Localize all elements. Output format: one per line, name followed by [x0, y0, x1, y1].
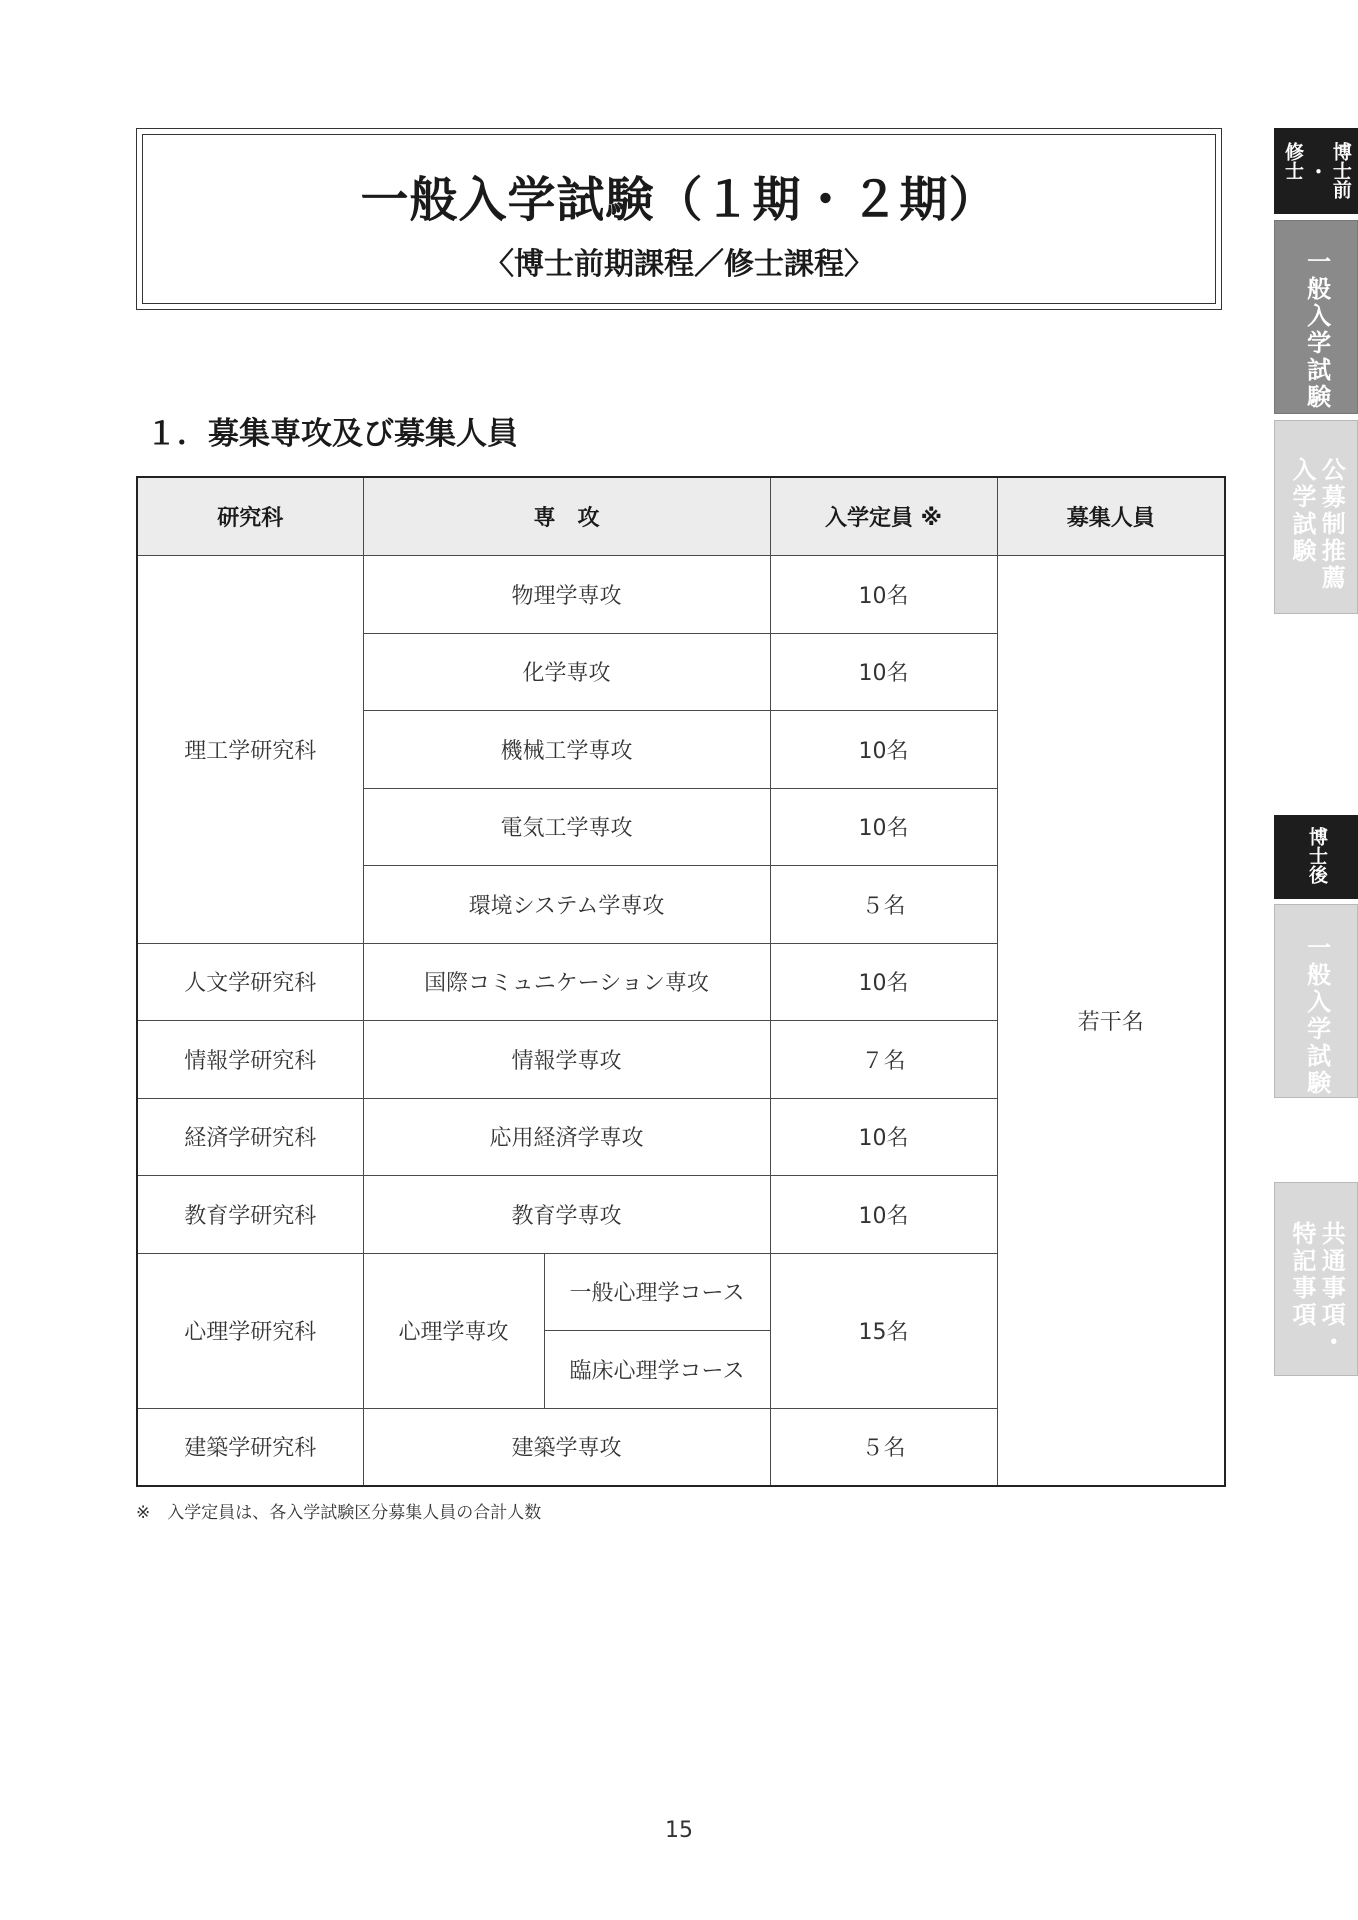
section-heading: １．募集専攻及び募集人員	[146, 416, 518, 452]
capacity-cell: 10名	[770, 556, 997, 634]
capacity-cell: 15名	[770, 1253, 997, 1408]
major-cell: 教育学専攻	[363, 1176, 770, 1254]
side-tab-label: 入学試験	[1288, 457, 1316, 565]
major-cell: 情報学専攻	[363, 1021, 770, 1099]
table-row	[137, 556, 1225, 634]
side-tab-recommendation-exam[interactable]	[1274, 420, 1358, 614]
major-cell: 電気工学専攻	[363, 788, 770, 866]
school-cell: 教育学研究科	[137, 1176, 363, 1254]
table-header-row	[137, 477, 1225, 556]
major-cell: 建築学専攻	[363, 1408, 770, 1486]
side-tab-common-notes[interactable]	[1274, 1182, 1358, 1376]
title-box	[136, 128, 1222, 310]
school-cell: 経済学研究科	[137, 1098, 363, 1176]
header-major: 専 攻	[363, 477, 770, 556]
side-tab-label: 公募制推薦	[1317, 457, 1346, 592]
course-cell: 臨床心理学コース	[544, 1331, 770, 1409]
footnote: ※ 入学定員は、各入学試験区分募集人員の合計人数	[136, 1503, 542, 1523]
capacity-cell: 10名	[770, 1098, 997, 1176]
side-tab-label-dot: ・	[1305, 162, 1328, 181]
header-graduate-school: 研究科	[137, 477, 363, 556]
major-cell: 化学専攻	[363, 633, 770, 711]
capacity-cell: 10名	[770, 633, 997, 711]
side-tab-general-exam-1[interactable]	[1274, 220, 1358, 414]
side-tab-label: 博士前	[1329, 142, 1352, 199]
side-tab-label: 一般入学試験	[1302, 249, 1331, 411]
side-tab-doctoral-later[interactable]	[1274, 815, 1358, 899]
major-cell: 国際コミュニケーション専攻	[363, 943, 770, 1021]
page-subtitle: 〈博士前期課程／修士課程〉	[484, 247, 874, 282]
side-tab-label: 共通事項・	[1317, 1221, 1346, 1356]
header-capacity: 入学定員 ※	[770, 477, 997, 556]
side-tab-label: 修士	[1282, 142, 1305, 180]
capacity-cell: 10名	[770, 788, 997, 866]
side-tab-label: 特記事項	[1288, 1221, 1316, 1329]
school-cell: 理工学研究科	[137, 556, 363, 944]
capacity-cell: 10名	[770, 1176, 997, 1254]
capacity-cell: ５名	[770, 866, 997, 944]
major-cell: 機械工学専攻	[363, 711, 770, 789]
school-cell: 人文学研究科	[137, 943, 363, 1021]
school-cell: 心理学研究科	[137, 1253, 363, 1408]
header-recruitment: 募集人員	[997, 477, 1225, 556]
side-tab-label: 一般入学試験	[1302, 935, 1331, 1097]
major-cell: 応用経済学専攻	[363, 1098, 770, 1176]
page-title: 一般入学試験（１期・２期）	[360, 172, 998, 228]
capacity-cell: ７名	[770, 1021, 997, 1099]
recruitment-cell: 若干名	[997, 556, 1225, 1487]
side-tab-label: 博士後	[1305, 827, 1328, 884]
major-cell: 物理学専攻	[363, 556, 770, 634]
capacity-cell: 10名	[770, 711, 997, 789]
school-cell: 建築学研究科	[137, 1408, 363, 1486]
capacity-cell: 10名	[770, 943, 997, 1021]
side-tab-general-exam-2[interactable]	[1274, 904, 1358, 1098]
page-number: 15	[665, 1818, 693, 1843]
school-cell: 情報学研究科	[137, 1021, 363, 1099]
recruitment-table	[136, 476, 1226, 1487]
course-cell: 一般心理学コース	[544, 1253, 770, 1331]
side-tab-master-doctoral-first[interactable]	[1274, 128, 1358, 214]
major-cell: 環境システム学専攻	[363, 866, 770, 944]
major-cell: 心理学専攻	[363, 1253, 544, 1408]
capacity-cell: ５名	[770, 1408, 997, 1486]
